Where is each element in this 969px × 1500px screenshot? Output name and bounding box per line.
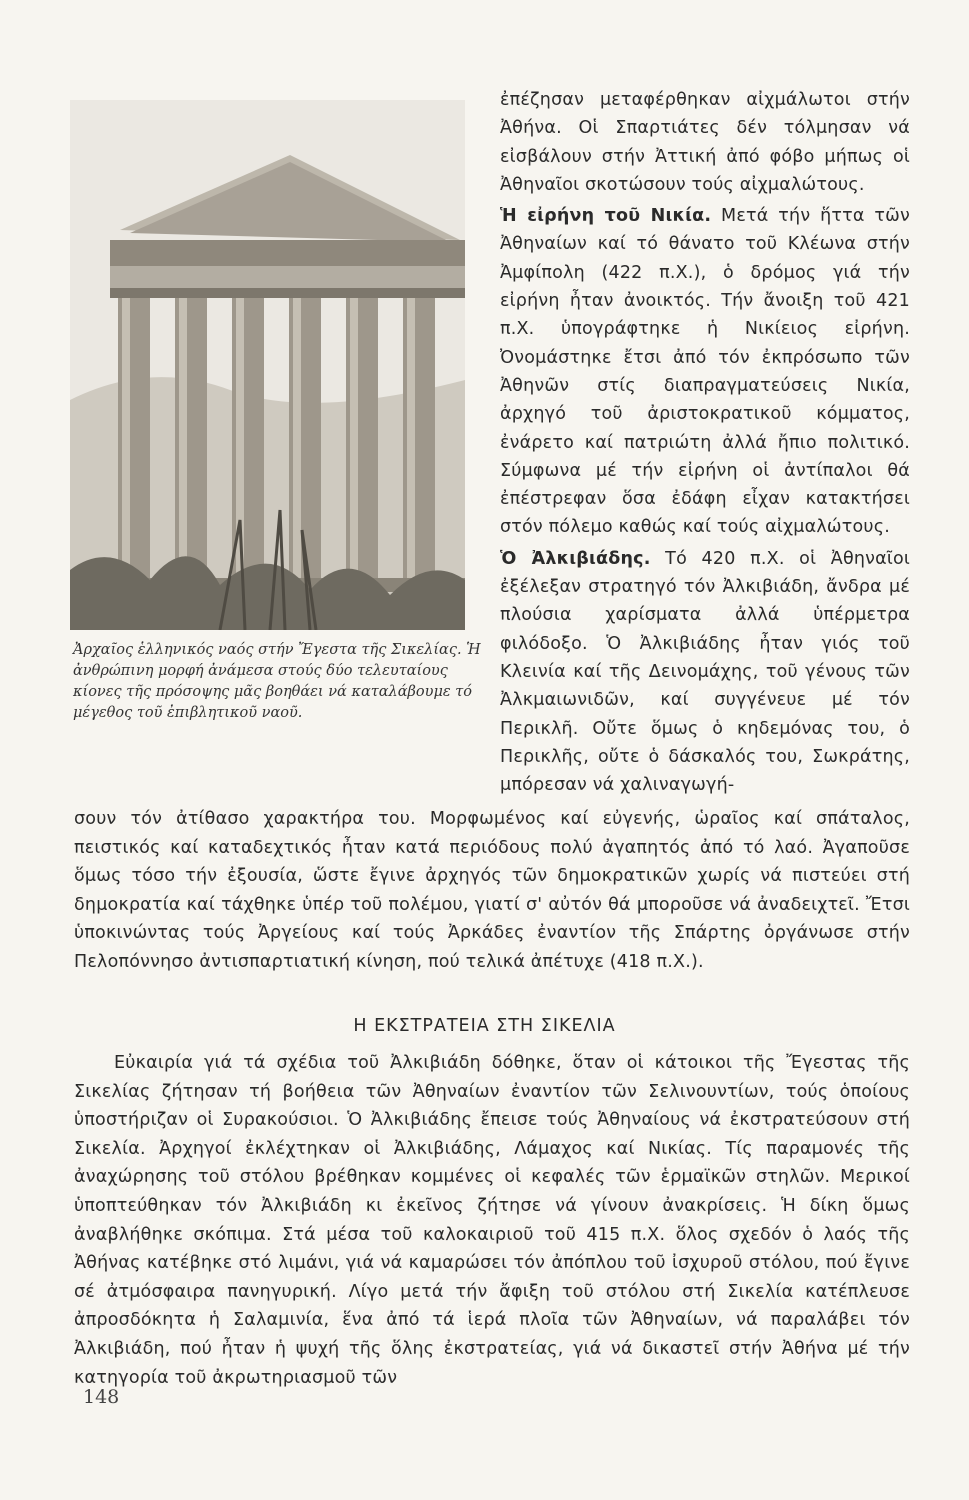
section-body: [74, 1049, 910, 1392]
intro-paragraph: ἐπέζησαν μεταφέρθηκαν αἰχμάλωτοι στήν Ἀθήνα. Οἱ Σπαρτιάτες δέν τόλμησαν νά εἰσβάλουν στήν Ἀττική ἀπό φόβο μήπως οἱ Ἀθηναῖοι σκοτώσουν τούς αἰχμαλώτους.: [500, 90, 910, 195]
figure-caption: Ἀρχαῖος ἑλληνικός ναός στήν Ἔγεστα τῆς Σικελίας. Ἡ ἀνθρώπινη μορφή ἀνάμεσα στούς δύο τελευταίους κίονες τῆς πρόσοψης μᾶς βοηθάει νά καταλάβουμε τό μέγεθος τοῦ ἐπιβλητικοῦ ναοῦ.: [73, 642, 481, 721]
temple-illustration: [70, 100, 465, 630]
section-paragraph: Εὐκαιρία γιά τά σχέδια τοῦ Ἀλκιβιάδη δόθηκε, ὅταν οἱ κάτοικοι τῆς Ἔγεστας τῆς Σικελίας ζήτησαν τή βοήθεια τῶν Ἀθηναίων ἐναντίον τῶν Σελινουντίων, τούς ὁποίους ὑποστήριζαν οἱ Συρακούσιοι. Ὁ Ἀλκιβιάδης ἔπεισε τούς Ἀθηναίους νά ἐκστρατεύσουν στή Σικελία. Ἀρχηγοί ἐκλέχτηκαν οἱ Ἀλκιβιάδης, Λάμαχος καί Νικίας. Τίς παραμονές τῆς ἀναχώρησης τοῦ στόλου βρέθηκαν κομμένες οἱ κεφαλές τῶν ἑρμαϊκῶν στηλῶν. Μερικοί ὑποπτεύθηκαν τόν Ἀλκιβιάδη κι ἐκεῖνος ζήτησε νά γίνουν ἀνακρίσεις. Ἡ δίκη ὅμως ἀναβλήθηκε σκόπιμα. Στά μέσα τοῦ καλοκαιριοῦ τοῦ 415 π.Χ. ὅλος σχεδόν ὁ λαός τῆς Ἀθήνας κατέβηκε στό λιμάνι, γιά νά καμαρώσει τόν ἀπόπλου τοῦ ἰσχυροῦ στόλου, πού ἔγινε σέ ἀτμόσφαιρα πανηγυρική. Λίγο μετά τήν ἄφιξη τοῦ στόλου στή Σικελία κατέπλευσε ἀπροσδόκητα ἡ Σαλαμινία, ἕνα ἀπό τά ἱερά πλοῖα τῶν Ἀθηναίων, νά παραλάβει τόν Ἀλκιβιάδη, πού ἦταν ἡ ψυχή τῆς ὅλης ἐκστρατείας, γιά νά δικαστεῖ στήν Ἀθήνα μέ τήν κατηγορία τοῦ ἀκρωτηριασμοῦ τῶν: [74, 1053, 910, 1388]
temple-photo: [70, 100, 465, 630]
nicias-heading: Ἡ εἰρήνη τοῦ Νικία.: [500, 206, 712, 227]
alcibiades-paragraph: [500, 545, 910, 800]
nicias-text: Μετά τήν ἥττα τῶν Ἀθηναίων καί τό θάνατο τοῦ Κλέωνα στήν Ἀμφίπολη (422 π.Χ.), ὁ δρόμος γιά τήν εἰρήνη ἦταν ἀνοικτός. Τήν ἄνοιξη τοῦ 421 π.Χ. ὑπογράφτηκε ἡ Νικίειος εἰρήνη. Ὀνομάστηκε ἔτσι ἀπό τόν ἐκπρόσωπο τῶν Ἀθηνῶν στίς διαπραγματεύσεις Νικία, ἀρχηγό τοῦ ἀριστοκρατικοῦ κόμματος, ἐνάρετο καί πατριώτη ἀλλά ἤπιο πολιτικό. Σύμφωνα μέ τήν εἰρήνη οἱ ἀντίπαλοι θά ἐπέστρεφαν ὅσα ἐδάφη εἶχαν κατακτήσει στόν πόλεμο καθώς καί τούς αἰχμαλώτους.: [500, 206, 910, 538]
section-heading: Η ΕΚΣΤΡΑΤΕΙΑ ΣΤΗ ΣΙΚΕΛΙΑ: [353, 1016, 616, 1036]
alcibiades-text: Τό 420 π.Χ. οἱ Ἀθηναῖοι ἐξέλεξαν στρατηγό τόν Ἀλκιβιάδη, ἄνδρα μέ πλούσια χαρίσματα ἀλλά ὑπέρμετρα φιλόδοξο. Ὁ Ἀλκιβιάδης ἦταν γιός τοῦ Κλεινία καί τῆς Δεινομάχης, τοῦ γένους τῶν Ἀλκμαιωνιδῶν, καί συγγένευε μέ τόν Περικλῆ. Οὔτε ὅμως ὁ κηδεμόνας του, ὁ Περικλῆς, οὔτε ὁ δάσκαλός του, Σωκράτης, μπόρεσαν νά χαλιναγωγή-: [500, 548, 911, 796]
nicias-paragraph: [500, 202, 910, 542]
continuation-text: σουν τόν ἀτίθασο χαρακτήρα του. Μορφωμένος καί εὐγενής, ὡραῖος καί σπάταλος, πειστικός καί καταδεχτικός ἦταν κατά περιόδους πολύ ἀγαπητός ἀπό τό λαό. Ἀγαποῦσε ὅμως τόσο τήν ἐξουσία, ὥστε ἔγινε ἀρχηγός τῶν δημοκρατικῶν χωρίς νά πιστεύει στή δημοκρατία καί τάχθηκε ὑπέρ τοῦ πολέμου, γιατί σ' αὐτόν θά μποροῦσε νά ἀναδειχτεῖ. Ἔτσι ὑποκινώντας τούς Ἀργείους καί τούς Ἀρκάδες ἐναντίον τῆς Σπάρτης ὀργάνωσε στήν Πελοπόννησο ἀντισπαρτιατική κίνηση, πού τελικά ἀπέτυχε (418 π.Χ.).: [74, 809, 910, 972]
alcibiades-heading: Ὁ Ἀλκιβιάδης.: [500, 548, 651, 569]
page-number: 148: [83, 1386, 120, 1408]
right-column-text: [500, 86, 910, 799]
continuation-paragraph: [74, 805, 910, 977]
